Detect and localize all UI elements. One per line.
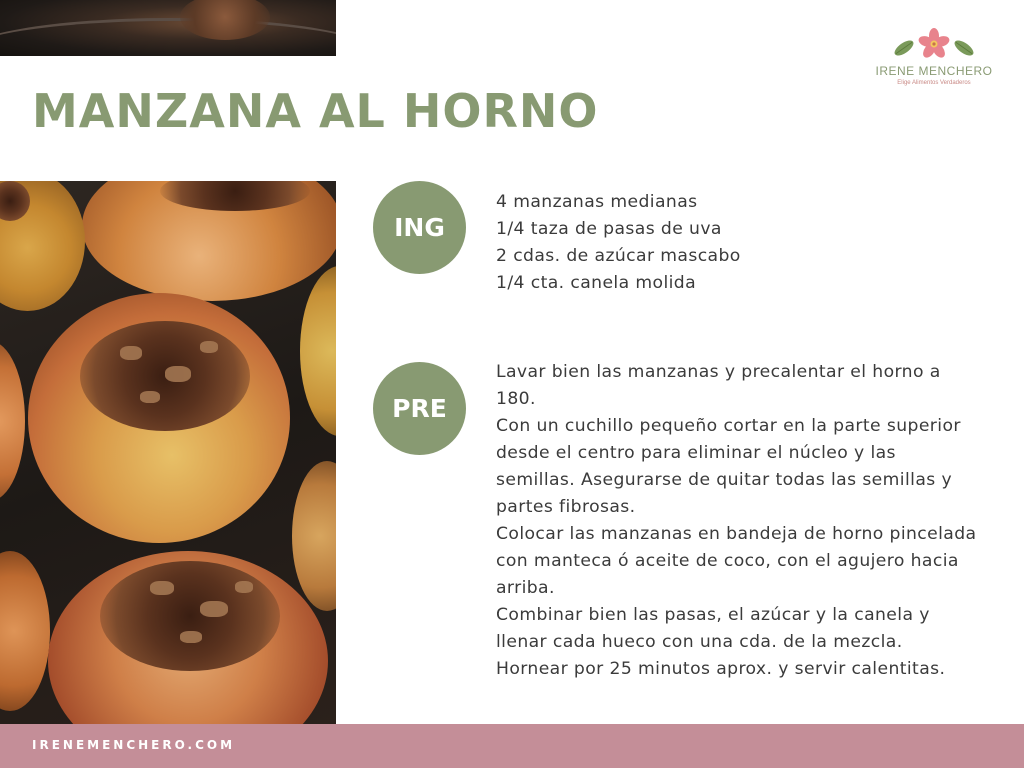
brand-logo [872, 28, 996, 86]
apple [300, 266, 336, 436]
pan-rim [0, 18, 336, 56]
ingredients-badge: ING [373, 181, 466, 274]
preparation-badge: PRE [373, 362, 466, 455]
walnut-piece [140, 391, 160, 403]
preparation-steps [496, 359, 980, 683]
walnut-piece [120, 346, 142, 360]
walnut-piece [180, 631, 202, 643]
apple [292, 461, 336, 611]
walnut-piece [235, 581, 253, 593]
ingredient-item: 4 manzanas medianas [496, 192, 698, 212]
baked-apples-photo [0, 181, 336, 724]
walnut-piece [200, 601, 228, 617]
apple-filling [100, 561, 280, 671]
preparation-step: Lavar bien las manzanas y precalentar el horno a 180. [496, 362, 941, 409]
top-photo-strip [0, 0, 336, 56]
website-url[interactable]: IRENEMENCHERO.COM [32, 738, 236, 752]
preparation-step: Colocar las manzanas en bandeja de horno pincelada con manteca ó aceite de coco, con el agujero hacia arriba. [496, 524, 977, 598]
walnut-piece [150, 581, 174, 595]
ingredient-item: 2 cdas. de azúcar mascabo [496, 246, 741, 266]
ingredient-item: 1/4 cta. canela molida [496, 273, 697, 293]
apple [0, 341, 25, 501]
apple [0, 551, 50, 711]
page-title: MANZANA AL HORNO [32, 84, 599, 138]
preparation-step: Combinar bien las pasas, el azúcar y la canela y llenar cada hueco con una cda. de la mezcla. [496, 605, 930, 652]
preparation-step: Con un cuchillo pequeño cortar en la parte superior desde el centro para eliminar el núcleo y las semillas. Asegurarse de quitar todas las semillas y partes fibrosas. [496, 416, 961, 517]
brand-tagline: Elige Alimentos Verdaderos [897, 80, 971, 86]
brand-name: IRENE MENCHERO [875, 64, 993, 78]
ingredient-item: 1/4 taza de pasas de uva [496, 219, 722, 239]
ingredients-list [496, 189, 980, 297]
preparation-step: Hornear por 25 minutos aprox. y servir calentitas. [496, 659, 946, 679]
flower-logo-icon [894, 28, 974, 62]
walnut-piece [200, 341, 218, 353]
walnut-piece [165, 366, 191, 382]
footer-bar [0, 724, 1024, 768]
